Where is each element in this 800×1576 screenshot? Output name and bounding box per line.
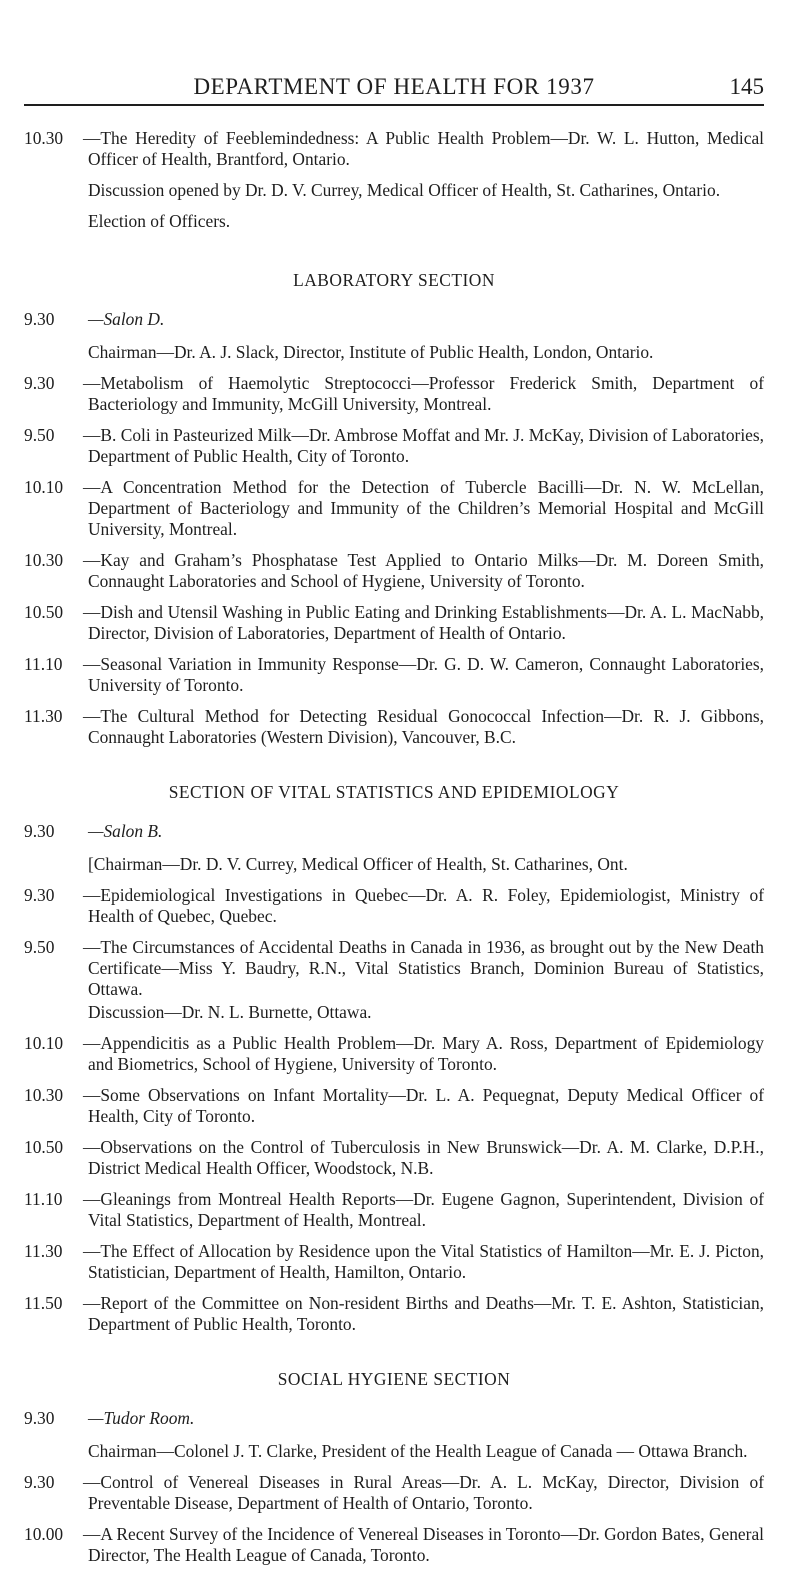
entry-text: —Appendicitis as a Public Health Problem—Dr. Mary A. Ross, Department of Epidemiology and Biometrics, School of Hygiene, University of Toronto. bbox=[83, 1033, 764, 1074]
program-entry bbox=[24, 1472, 764, 1514]
running-header bbox=[24, 74, 764, 106]
entry-text: —Dish and Utensil Washing in Public Eating and Drinking Establishments—Dr. A. L. MacNabb, Director, Division of Laboratories, Department of Health of Ontario. bbox=[83, 602, 764, 643]
entry-time: 10.10 bbox=[24, 1033, 64, 1053]
entry-time: 9.30 bbox=[24, 1472, 55, 1492]
entry-text: —Control of Venereal Diseases in Rural Areas—Dr. A. L. McKay, Director, Division of Preventable Disease, Department of Health of Ontario, Toronto. bbox=[83, 1472, 764, 1513]
discussion-note: Discussion opened by Dr. D. V. Currey, Medical Officer of Health, St. Catharines, Ontario. bbox=[88, 180, 721, 200]
entry-time: 10.30 bbox=[24, 128, 64, 148]
page-content bbox=[24, 128, 764, 1576]
program-entry bbox=[24, 425, 764, 467]
program-entry bbox=[24, 1524, 764, 1566]
entry-text: —Metabolism of Haemolytic Streptococci—Professor Frederick Smith, Department of Bacteriology and Immunity, McGill University, Montreal. bbox=[83, 373, 764, 414]
page-title: DEPARTMENT OF HEALTH FOR 1937 bbox=[193, 74, 595, 99]
program-entry bbox=[24, 373, 764, 415]
entry-text: —The Heredity of Feeblemindedness: A Public Health Problem—Dr. W. L. Hutton, Medical Officer of Health, Brantford, Ontario. bbox=[83, 128, 764, 169]
entry-time: 11.30 bbox=[24, 1241, 63, 1261]
section-heading-social-hygiene: SOCIAL HYGIENE SECTION bbox=[277, 1369, 511, 1389]
entry-text: —Observations on the Control of Tuberculosis in New Brunswick—Dr. A. M. Clarke, D.P.H., District Medical Health Officer, Woodstock, N.B. bbox=[83, 1137, 764, 1178]
entry-time: 9.30 bbox=[24, 373, 55, 393]
entry-text: —Kay and Graham’s Phosphatase Test Applied to Ontario Milks—Dr. M. Doreen Smith, Connaught Laboratories and School of Hygiene, University of Toronto. bbox=[83, 550, 764, 591]
entry-time: 9.30 bbox=[24, 885, 55, 905]
section-venue bbox=[24, 1408, 764, 1429]
entry-time: 11.10 bbox=[24, 1189, 63, 1209]
entry-text: —The Cultural Method for Detecting Residual Gonococcal Infection—Dr. R. J. Gibbons, Connaught Laboratories (Western Division), Vancouver, B.C. bbox=[83, 706, 764, 747]
page-number: 145 bbox=[729, 74, 764, 99]
entry-time: 11.10 bbox=[24, 654, 63, 674]
venue-name: —Salon B. bbox=[88, 821, 163, 841]
program-entry bbox=[24, 1241, 764, 1283]
program-entry bbox=[24, 1293, 764, 1335]
program-entry bbox=[24, 937, 764, 1000]
venue-time: 9.30 bbox=[24, 821, 55, 841]
entry-text: —The Circumstances of Accidental Deaths in Canada in 1936, as brought out by the New Death Certificate—Miss Y. Baudry, R.N., Vital Statistics Branch, Dominion Bureau of Statistics, Ottawa. bbox=[83, 937, 764, 999]
chairman-line: [Chairman—Dr. D. V. Currey, Medical Officer of Health, St. Catharines, Ont. bbox=[88, 854, 628, 874]
chairman-line: Chairman—Colonel J. T. Clarke, President of the Health League of Canada — Ottawa Branch. bbox=[88, 1441, 748, 1461]
entry-time: 10.50 bbox=[24, 602, 64, 622]
entry-time: 9.50 bbox=[24, 425, 55, 445]
program-entry bbox=[24, 1033, 764, 1075]
venue-time: 9.30 bbox=[24, 309, 55, 329]
entry-text: —A Concentration Method for the Detection of Tubercle Bacilli—Dr. N. W. McLellan, Department of Bacteriology and Immunity of the Children’s Memorial Hospital and McGill University, Montreal. bbox=[83, 477, 764, 539]
program-entry bbox=[24, 706, 764, 748]
entry-text: —Some Observations on Infant Mortality—Dr. L. A. Pequegnat, Deputy Medical Officer of Health, City of Toronto. bbox=[83, 1085, 764, 1126]
discussion-note: Discussion—Dr. N. L. Burnette, Ottawa. bbox=[88, 1002, 372, 1022]
entry-text: —Epidemiological Investigations in Quebec—Dr. A. R. Foley, Epidemiologist, Ministry of Health of Quebec, Quebec. bbox=[83, 885, 764, 926]
entry-text: —Gleanings from Montreal Health Reports—Dr. Eugene Gagnon, Superintendent, Division of Vital Statistics, Department of Health, Montreal. bbox=[83, 1189, 764, 1230]
entry-time: 9.50 bbox=[24, 937, 55, 957]
entry-text: —B. Coli in Pasteurized Milk—Dr. Ambrose Moffat and Mr. J. McKay, Division of Laboratories, Department of Public Health, City of Toronto. bbox=[83, 425, 764, 466]
entry-text: —The Effect of Allocation by Residence upon the Vital Statistics of Hamilton—Mr. E. J. Picton, Statistician, Department of Health, Hamilton, Ontario. bbox=[83, 1241, 764, 1282]
section-venue bbox=[24, 821, 764, 842]
program-entry bbox=[24, 1189, 764, 1231]
section-heading-vital-statistics: SECTION OF VITAL STATISTICS AND EPIDEMIOLOGY bbox=[168, 782, 620, 802]
program-entry bbox=[24, 885, 764, 927]
entry-time: 10.30 bbox=[24, 550, 64, 570]
entry-time: 10.10 bbox=[24, 477, 64, 497]
venue-time: 9.30 bbox=[24, 1408, 55, 1428]
entry-time: 11.30 bbox=[24, 706, 63, 726]
entry-text: —Seasonal Variation in Immunity Response—Dr. G. D. W. Cameron, Connaught Laboratories, University of Toronto. bbox=[83, 654, 764, 695]
entry-time: 10.50 bbox=[24, 1137, 64, 1157]
program-entry bbox=[24, 1137, 764, 1179]
entry-time: 10.30 bbox=[24, 1085, 64, 1105]
entry-time: 10.00 bbox=[24, 1524, 64, 1544]
program-entry bbox=[24, 602, 764, 644]
program-entry bbox=[24, 477, 764, 540]
program-entry bbox=[24, 654, 764, 696]
venue-name: —Salon D. bbox=[88, 309, 165, 329]
program-entry bbox=[24, 128, 764, 170]
entry-text: —A Recent Survey of the Incidence of Venereal Diseases in Toronto—Dr. Gordon Bates, General Director, The Health League of Canada, Toronto. bbox=[83, 1524, 764, 1565]
venue-name: —Tudor Room. bbox=[88, 1408, 195, 1428]
election-note: Election of Officers. bbox=[88, 211, 231, 231]
entry-text: —Report of the Committee on Non-resident Births and Deaths—Mr. T. E. Ashton, Statistician, Department of Public Health, Toronto. bbox=[83, 1293, 764, 1334]
chairman-line: Chairman—Dr. A. J. Slack, Director, Institute of Public Health, London, Ontario. bbox=[88, 342, 654, 362]
program-entry bbox=[24, 550, 764, 592]
section-venue bbox=[24, 309, 764, 330]
entry-time: 11.50 bbox=[24, 1293, 63, 1313]
section-heading-laboratory: LABORATORY SECTION bbox=[293, 270, 495, 290]
program-entry bbox=[24, 1085, 764, 1127]
